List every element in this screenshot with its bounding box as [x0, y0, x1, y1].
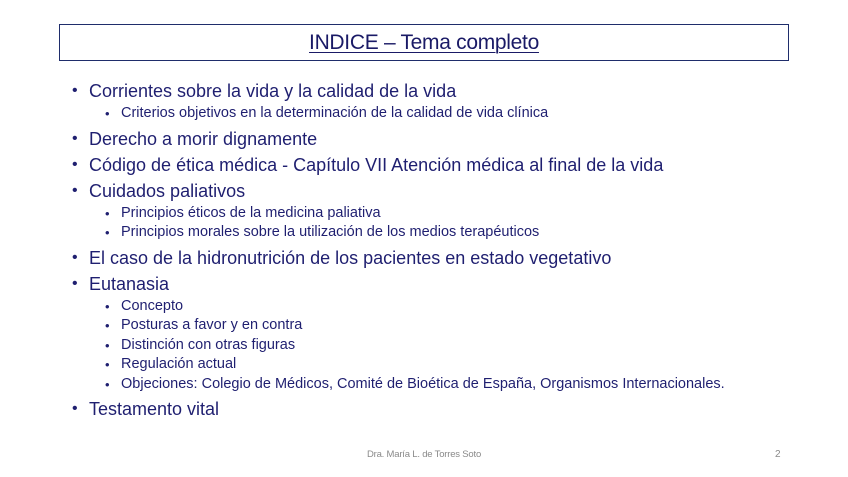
bullet-icon: •: [72, 129, 78, 147]
bullet-icon: •: [72, 248, 78, 266]
sub-list-item: [72, 316, 812, 336]
list-item-text: Eutanasia: [89, 273, 170, 294]
bullet-icon: •: [72, 400, 78, 417]
footer-author: Dra. María L. de Torres Soto: [366, 449, 482, 460]
list-item-text: Cuidados paliativos: [89, 180, 246, 201]
bullet-list: [72, 78, 812, 422]
list-item: [72, 271, 812, 297]
bullet-icon: •: [105, 337, 110, 353]
sub-list-item: [72, 297, 812, 317]
sub-list-item-text: Principios éticos de la medicina paliativa: [121, 204, 381, 221]
sub-list-item: [72, 104, 812, 124]
bullet-icon: •: [105, 298, 110, 314]
bullet-icon: •: [72, 155, 78, 173]
list-item-text: Corrientes sobre la vida y la calidad de la vida: [89, 81, 457, 101]
sub-list-item-text: Criterios objetivos en la determinación de la calidad de vida clínica: [121, 105, 549, 121]
bullet-icon: •: [105, 106, 110, 121]
bullet-icon: •: [105, 318, 110, 333]
sub-list-item-text: Objeciones: Colegio de Médicos, Comité de Bioética de España, Organismos Internacionales.: [121, 375, 725, 392]
sub-list-item: [72, 375, 812, 395]
slide-title: INDICE – Tema completo: [309, 30, 539, 54]
list-item: [72, 178, 812, 204]
bullet-icon: •: [105, 357, 110, 372]
sub-list-item-text: Distinción con otras figuras: [121, 336, 296, 353]
list-item: [72, 152, 812, 178]
sub-list-item-text: Principios morales sobre la utilización de los medios terapéuticos: [121, 224, 540, 240]
bullet-icon: •: [105, 205, 110, 221]
bullet-icon: •: [72, 82, 78, 99]
sub-list-item: [72, 336, 812, 356]
list-item-text: El caso de la hidronutrición de los pacientes en estado vegetativo: [89, 247, 612, 268]
list-item: [72, 126, 812, 152]
list-item: [72, 245, 812, 271]
sub-list-item-text: Posturas a favor y en contra: [121, 317, 303, 333]
sub-list-item: [72, 204, 812, 224]
bullet-icon: •: [72, 181, 78, 199]
bullet-icon: •: [105, 225, 110, 240]
list-item: [72, 78, 812, 104]
sub-list-item-text: Regulación actual: [121, 356, 237, 372]
list-item-text: Testamento vital: [89, 399, 220, 419]
list-item-text: Derecho a morir dignamente: [89, 128, 318, 149]
list-item-text: Código de ética médica - Capítulo VII Atención médica al final de la vida: [89, 154, 664, 175]
title-box: [59, 24, 789, 61]
sub-list-item: [72, 223, 812, 243]
sub-list-item-text: Concepto: [121, 297, 184, 314]
sub-list-item: [72, 355, 812, 375]
bullet-icon: •: [105, 376, 110, 392]
list-item: [72, 396, 812, 422]
page-number: 2: [775, 449, 781, 460]
bullet-icon: •: [72, 274, 78, 292]
